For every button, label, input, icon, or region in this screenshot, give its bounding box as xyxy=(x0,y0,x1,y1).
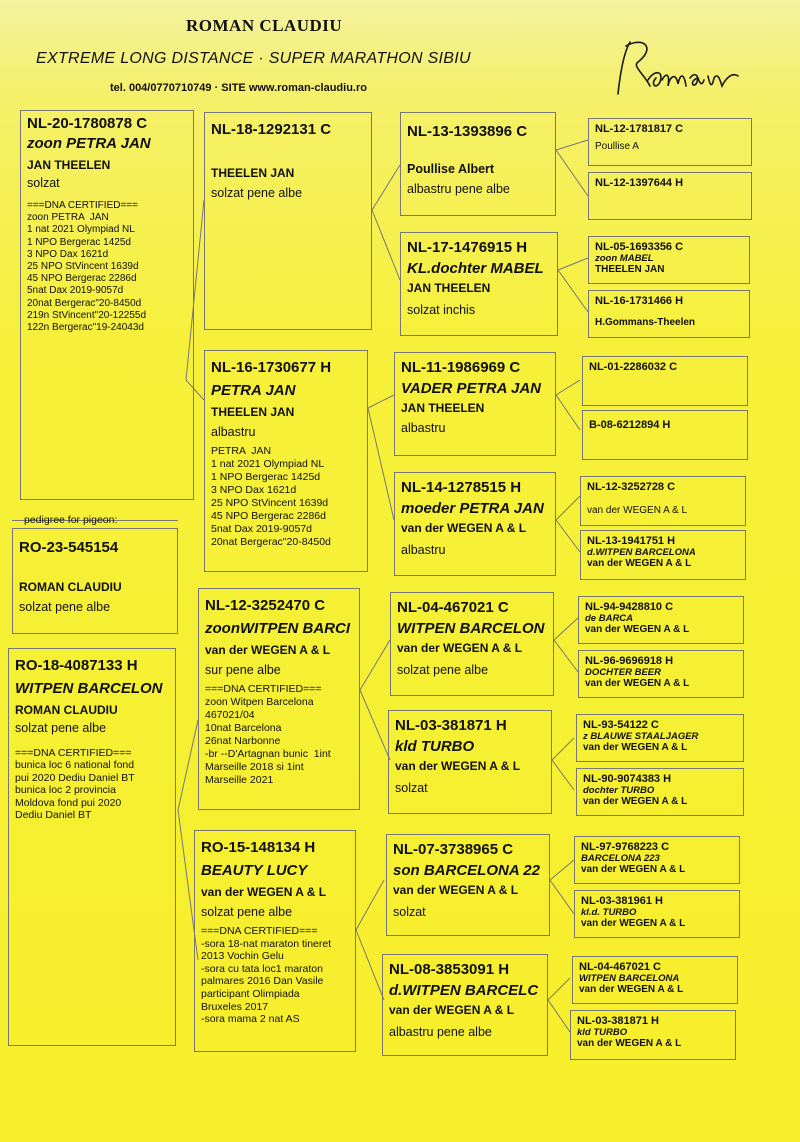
gen4-owner: van der WEGEN A & L xyxy=(581,918,686,929)
gen4-card-13[interactable] xyxy=(574,836,740,884)
ss-owner: THEELEN JAN xyxy=(211,166,295,180)
gen4-card-3[interactable] xyxy=(588,236,750,284)
ds-notes: ===DNA CERTIFIED=== zoon Witpen Barcelona 467021/04 10nat Barcelona 26nat Narbonne -br --D'Artagnan bunic 1int Marseille 2018 si 1int Marseille 2021 xyxy=(205,683,331,786)
gen3-card-3[interactable] xyxy=(394,352,556,456)
pedigree-label: pedigree for pigeon: xyxy=(24,514,118,526)
gen4-owner: H.Gommans-Theelen xyxy=(595,317,696,328)
gen3-color: solzat pene albe xyxy=(397,663,489,677)
gen4-card-6[interactable] xyxy=(582,410,748,460)
subject-pigeon-card[interactable] xyxy=(12,528,178,634)
ss-color: solzat pene albe xyxy=(211,186,303,200)
gen4-name: kl.d. TURBO xyxy=(581,907,637,918)
gen3-card-5[interactable] xyxy=(390,592,554,696)
gen3-color: albastru xyxy=(401,421,446,435)
dd-color: solzat pene albe xyxy=(201,905,293,919)
gen4-card-9[interactable] xyxy=(578,596,744,644)
sire-dam-card[interactable] xyxy=(204,350,368,572)
gen4-owner: Poullise A xyxy=(595,141,639,152)
gen3-name: VADER PETRA JAN xyxy=(401,380,542,397)
ds-ring: NL-12-3252470 C xyxy=(205,597,326,614)
dam-owner: ROMAN CLAUDIU xyxy=(15,703,118,717)
dd-notes: ===DNA CERTIFIED=== -sora 18-nat maraton tineret 2013 Vochin Gelu -sora cu tata loc1 maraton palmares 2016 Dan Vasile participant Olimpiada Bruxeles 2017 -sora mama 2 nat AS xyxy=(201,925,332,1026)
gen4-ring: NL-01-2286032 C xyxy=(589,361,678,373)
gen4-ring: NL-93-54122 C xyxy=(583,719,659,731)
dd-name: BEAUTY LUCY xyxy=(201,862,308,879)
dam-notes: ===DNA CERTIFIED=== bunica loc 6 national fond pui 2020 Dediu Daniel BT bunica loc 2 provincia Moldova fond pui 2020 Dediu Daniel BT xyxy=(15,747,135,822)
dam-color: solzat pene albe xyxy=(15,721,107,735)
gen3-name: d.WITPEN BARCELC xyxy=(389,982,539,999)
gen3-color: solzat inchis xyxy=(407,303,476,317)
gen3-owner: JAN THEELEN xyxy=(407,281,491,295)
dam-dam-card[interactable] xyxy=(194,830,356,1052)
gen3-owner: van der WEGEN A & L xyxy=(401,521,527,535)
ds-owner: van der WEGEN A & L xyxy=(205,643,331,657)
gen3-card-6[interactable] xyxy=(388,710,552,814)
gen3-owner: JAN THEELEN xyxy=(401,401,485,415)
sire-sire-card[interactable] xyxy=(204,112,372,330)
gen4-card-14[interactable] xyxy=(574,890,740,938)
gen3-ring: NL-17-1476915 H xyxy=(407,239,528,256)
gen4-ring: NL-16-1731466 H xyxy=(595,295,684,307)
gen3-color: albastru pene albe xyxy=(389,1025,492,1039)
gen4-ring: NL-90-9074383 H xyxy=(583,773,672,785)
gen4-name: z BLAUWE STAALJAGER xyxy=(583,731,699,742)
gen4-card-5[interactable] xyxy=(582,356,748,406)
dd-ring: RO-15-148134 H xyxy=(201,839,316,856)
breeder-contact: tel. 004/0770710749 · SITE www.roman-claudiu.ro xyxy=(110,82,367,94)
gen4-ring: NL-12-3252728 C xyxy=(587,481,676,493)
gen3-owner: Poullise Albert xyxy=(407,162,495,176)
gen3-ring: NL-04-467021 C xyxy=(397,599,509,616)
gen3-name: kld TURBO xyxy=(395,738,475,755)
sd-owner: THEELEN JAN xyxy=(211,405,295,419)
gen4-name: zoon MABEL xyxy=(595,253,654,264)
gen4-name: d.WITPEN BARCELONA xyxy=(587,547,696,558)
sd-ring: NL-16-1730677 H xyxy=(211,359,332,376)
gen3-card-4[interactable] xyxy=(394,472,556,576)
sd-name: PETRA JAN xyxy=(211,382,296,399)
gen4-name: DOCHTER BEER xyxy=(585,667,662,678)
gen3-card-7[interactable] xyxy=(386,834,550,936)
gen4-owner: van der WEGEN A & L xyxy=(583,796,688,807)
gen3-ring: NL-03-381871 H xyxy=(395,717,507,734)
gen4-owner: van der WEGEN A & L xyxy=(585,624,690,635)
gen4-card-1[interactable] xyxy=(588,118,752,166)
ds-color: sur pene albe xyxy=(205,663,281,677)
gen4-owner: van der WEGEN A & L xyxy=(581,864,686,875)
dam-ring: RO-18-4087133 H xyxy=(15,657,138,674)
gen4-owner: van der WEGEN A & L xyxy=(585,678,690,689)
subject-color: solzat pene albe xyxy=(19,600,111,614)
gen4-name: kld TURBO xyxy=(577,1027,628,1038)
gen4-ring: NL-96-9696918 H xyxy=(585,655,674,667)
sd-notes: PETRA JAN 1 nat 2021 Olympiad NL 1 NPO Bergerac 1425d 3 NPO Dax 1621d 25 NPO StVincent 1639d 45 NPO Bergerac 2286d 5nat Dax 2019-9057d 20nat Bergerac"20-8450d xyxy=(211,445,331,548)
gen3-color: solzat xyxy=(395,781,428,795)
gen4-ring: NL-03-381961 H xyxy=(581,895,663,907)
gen4-card-2[interactable] xyxy=(588,172,752,220)
gen3-card-2[interactable] xyxy=(400,232,558,336)
gen4-owner: van der WEGEN A & L xyxy=(579,984,684,995)
gen3-name: KL.dochter MABEL xyxy=(407,260,544,277)
gen4-ring: NL-03-381871 H xyxy=(577,1015,659,1027)
gen4-card-16[interactable] xyxy=(570,1010,736,1060)
gen4-card-4[interactable] xyxy=(588,290,750,338)
gen4-ring: B-08-6212894 H xyxy=(589,419,671,431)
gen4-owner: van der WEGEN A & L xyxy=(577,1038,682,1049)
gen3-ring: NL-08-3853091 H xyxy=(389,961,510,978)
sire-card[interactable] xyxy=(20,110,194,500)
gen4-card-15[interactable] xyxy=(572,956,738,1004)
gen4-ring: NL-12-1781817 C xyxy=(595,123,684,135)
dam-sire-card[interactable] xyxy=(198,588,360,810)
gen4-card-12[interactable] xyxy=(576,768,744,816)
ss-ring: NL-18-1292131 C xyxy=(211,121,332,138)
gen4-ring: NL-97-9768223 C xyxy=(581,841,670,853)
gen4-ring: NL-04-467021 C xyxy=(579,961,661,973)
breeder-name: ROMAN CLAUDIU xyxy=(186,16,343,35)
gen3-name: moeder PETRA JAN xyxy=(401,500,544,517)
sire-color: solzat xyxy=(27,176,60,190)
gen3-owner: van der WEGEN A & L xyxy=(395,759,521,773)
sire-notes: ===DNA CERTIFIED=== zoon PETRA JAN 1 nat 2021 Olympiad NL 1 NPO Bergerac 1425d 3 NPO Dax 1621d 25 NPO StVincent 1639d 45 NPO Bergerac 2286d 5nat Dax 2019-9057d 20nat Bergerac"20-8450d 219n StVincent"20-12255d 122n Bergerac"19-24043d xyxy=(27,200,147,334)
sd-color: albastru xyxy=(211,425,256,439)
dam-name: WITPEN BARCELON xyxy=(15,680,163,697)
subject-ring: RO-23-545154 xyxy=(19,539,119,556)
gen4-ring: NL-05-1693356 C xyxy=(595,241,684,253)
gen3-name: son BARCELONA 22 xyxy=(393,862,540,879)
sire-name: zoon PETRA JAN xyxy=(27,135,151,152)
gen4-ring: NL-12-1397644 H xyxy=(595,177,684,189)
gen3-owner: van der WEGEN A & L xyxy=(389,1003,515,1017)
gen4-owner: van der WEGEN A & L xyxy=(583,742,688,753)
gen4-card-8[interactable] xyxy=(580,530,746,580)
gen4-card-7[interactable] xyxy=(580,476,746,526)
gen4-name: BARCELONA 223 xyxy=(581,853,660,864)
sire-ring: NL-20-1780878 C xyxy=(27,115,148,132)
gen3-name: WITPEN BARCELON xyxy=(397,620,545,637)
gen3-color: albastru pene albe xyxy=(407,182,510,196)
dam-card[interactable] xyxy=(8,648,176,1046)
gen3-owner: van der WEGEN A & L xyxy=(393,883,519,897)
gen4-ring: NL-13-1941751 H xyxy=(587,535,676,547)
breeder-subtitle: EXTREME LONG DISTANCE · SUPER MARATHON SIBIU xyxy=(36,50,471,67)
gen3-ring: NL-07-3738965 C xyxy=(393,841,514,858)
gen3-owner: van der WEGEN A & L xyxy=(397,641,523,655)
gen4-name: dochter TURBO xyxy=(583,785,655,796)
dd-owner: van der WEGEN A & L xyxy=(201,885,327,899)
gen3-ring: NL-11-1986969 C xyxy=(401,359,521,376)
gen4-card-11[interactable] xyxy=(576,714,744,762)
gen4-owner: van der WEGEN A & L xyxy=(587,505,688,516)
gen3-ring: NL-14-1278515 H xyxy=(401,479,522,496)
gen4-ring: NL-94-9428810 C xyxy=(585,601,674,613)
gen3-ring: NL-13-1393896 C xyxy=(407,123,528,140)
gen4-owner: THEELEN JAN xyxy=(595,264,665,275)
gen4-name: WITPEN BARCELONA xyxy=(579,973,680,984)
gen3-card-1[interactable] xyxy=(400,112,556,216)
sire-owner: JAN THEELEN xyxy=(27,158,111,172)
gen4-name: de BARCA xyxy=(585,613,634,624)
ds-name: zoonWITPEN BARCI xyxy=(205,620,350,637)
gen3-card-8[interactable] xyxy=(382,954,548,1056)
subject-owner: ROMAN CLAUDIU xyxy=(19,580,122,594)
gen4-owner: van der WEGEN A & L xyxy=(587,558,692,569)
gen3-color: solzat xyxy=(393,905,426,919)
gen4-card-10[interactable] xyxy=(578,650,744,698)
gen3-color: albastru xyxy=(401,543,446,557)
